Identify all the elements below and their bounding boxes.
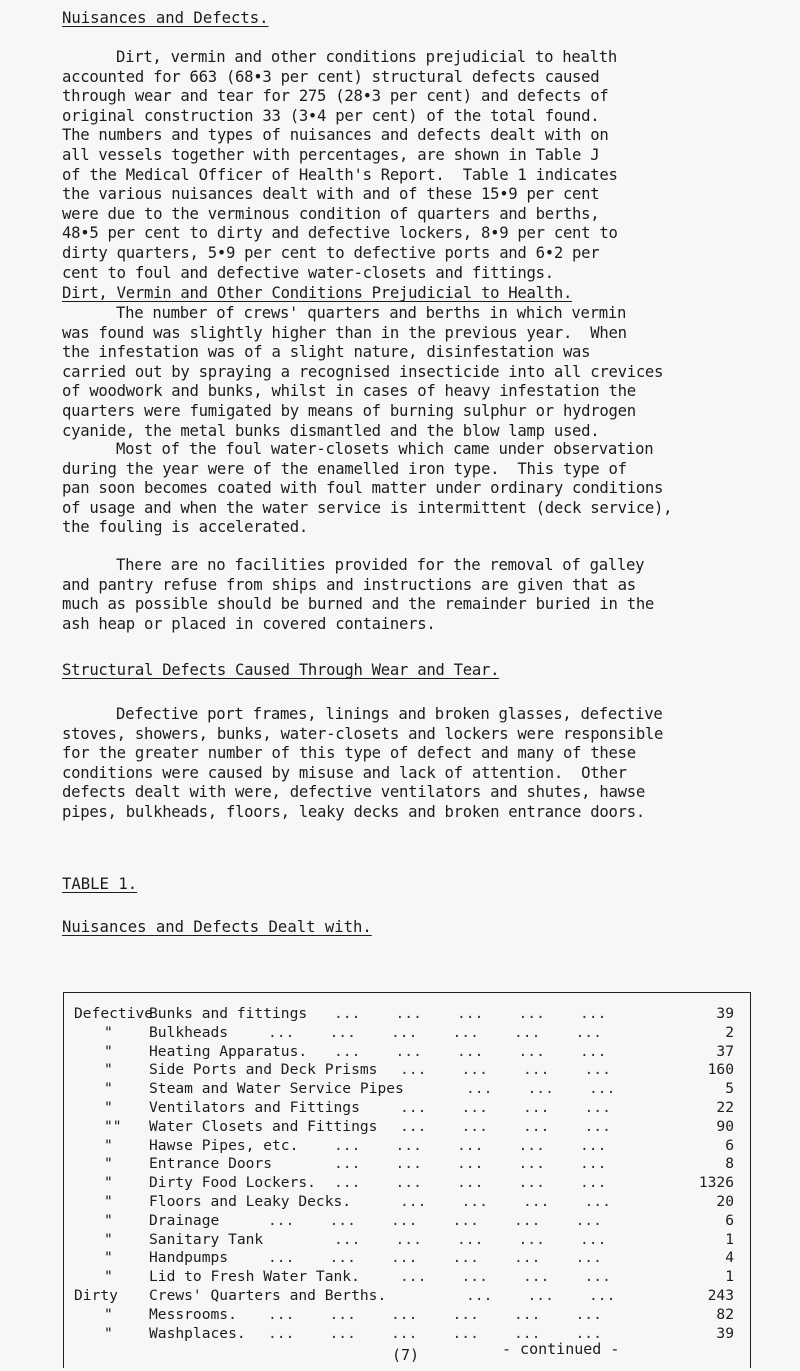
text-line: dirty quarters, 5•9 per cent to defective ports and 6•2 per (62, 243, 600, 262)
text-line: stoves, showers, bunks, water-closets and lockers were responsible (62, 724, 664, 743)
text-line: the fouling is accelerated. (62, 518, 308, 537)
row-value: 6 (725, 1211, 734, 1229)
row-value: 1326 (698, 1174, 734, 1192)
leader-dots: ... ... ... ... ... (334, 1042, 642, 1060)
row-lead: " (104, 1099, 113, 1116)
text-line: during the year were of the enamelled iron type. This type of (62, 459, 627, 478)
row-value: 39 (716, 1005, 734, 1022)
table-row (64, 1154, 734, 1174)
row-value: 1 (725, 1268, 734, 1286)
row-label: Ventilators and Fittings (149, 1099, 360, 1116)
row-value: 90 (716, 1117, 734, 1135)
leader-dots: ... ... ... ... (400, 1061, 647, 1079)
text-line: Defective port frames, linings and broken glasses, defective (116, 705, 663, 723)
text-line: carried out by spraying a recognised insecticide into all crevices (62, 362, 664, 381)
row-label: Steam and Water Service Pipes (149, 1080, 404, 1098)
text-line: of the Medical Officer of Health's Report. Table 1 indicates (62, 165, 618, 184)
row-value: 1 (725, 1230, 734, 1248)
row-label: Entrance Doors (149, 1155, 273, 1173)
row-value: 37 (716, 1042, 734, 1060)
leader-dots: ... ... ... ... ... (334, 1230, 642, 1248)
row-value: 82 (716, 1305, 734, 1323)
leader-dots: ... ... ... ... ... ... (268, 1023, 638, 1041)
row-label: Sanitary Tank (149, 1230, 264, 1248)
row-label: Side Ports and Deck Prisms (149, 1061, 378, 1079)
text-line: Most of the foul water-closets which came under observation (116, 440, 654, 458)
leader-dots: ... ... ... ... ... (334, 1155, 642, 1173)
text-line: pipes, bulkheads, floors, leaky decks and broken entrance doors. (62, 802, 645, 821)
row-label: Handpumps (149, 1249, 229, 1267)
text-line: 48•5 per cent to dirty and defective lockers, 8•9 per cent to (62, 224, 618, 243)
row-label: Hawse Pipes, etc. (149, 1136, 299, 1154)
row-lead: " (104, 1230, 113, 1248)
row-value: 4 (725, 1249, 734, 1267)
row-value: 160 (707, 1061, 734, 1079)
page-number: (7) (392, 1346, 420, 1364)
table-row (64, 1117, 734, 1137)
table-row (64, 1286, 734, 1306)
table-row (64, 1098, 734, 1118)
leader-dots: ... ... ... ... ... (334, 1174, 642, 1192)
row-label: Drainage (149, 1211, 220, 1229)
table-row (64, 1004, 734, 1024)
row-lead: " (104, 1136, 113, 1154)
table-label: TABLE 1. (62, 875, 138, 893)
leader-dots: ... ... ... ... (400, 1117, 647, 1135)
table-row (64, 1324, 734, 1344)
row-value: 22 (716, 1099, 734, 1116)
text-line: cent to foul and defective water-closets and fittings. (62, 263, 554, 282)
row-lead: " (104, 1042, 113, 1060)
text-line: ash heap or placed in covered containers. (62, 614, 436, 633)
text-line: defects dealt with were, defective ventilators and shutes, hawse (62, 783, 645, 802)
table-row (64, 1173, 734, 1193)
structural-subheading: Structural Defects Caused Through Wear and Tear. (62, 661, 500, 679)
text-line: were due to the verminous condition of quarters and berths, (62, 204, 600, 223)
table-row (64, 1230, 734, 1250)
text-line: There are no facilities provided for the removal of galley (116, 556, 645, 574)
table-row (64, 1211, 734, 1231)
leader-dots: ... ... ... ... ... (334, 1136, 642, 1154)
row-lead: Defective (74, 1005, 154, 1022)
text-line: was found was slightly higher than in the previous year. When (62, 323, 627, 342)
row-value: 2 (725, 1023, 734, 1041)
table-row (64, 1305, 734, 1325)
row-lead: " (104, 1193, 113, 1210)
intro-paragraph (62, 48, 782, 283)
dirt-subheading: Dirt, Vermin and Other Conditions Prejudicial to Health. (62, 284, 573, 302)
row-lead: " (104, 1080, 113, 1098)
leader-dots: ... ... ... ... (400, 1193, 647, 1210)
row-value: 5 (725, 1080, 734, 1098)
table-frame (63, 992, 751, 1368)
text-line: of woodwork and bunks, whilst in cases of heavy infestation the (62, 382, 636, 401)
galley-paragraph (62, 556, 782, 634)
leader-dots: ... ... ... ... ... ... (268, 1211, 638, 1229)
text-line: and pantry refuse from ships and instructions are given that as (62, 575, 636, 594)
row-label: Bunks and fittings (149, 1005, 308, 1022)
row-label: Washplaces. (149, 1324, 246, 1342)
row-label: Bulkheads (149, 1023, 229, 1041)
text-line: The number of crews' quarters and berths in which vermin (116, 304, 627, 322)
structural-section (62, 661, 782, 681)
row-lead: " (104, 1268, 113, 1286)
row-value: 6 (725, 1136, 734, 1154)
text-line: all vessels together with percentages, are shown in Table J (62, 145, 600, 164)
row-label: Heating Apparatus. (149, 1042, 308, 1060)
text-line: cyanide, the metal bunks dismantled and the blow lamp used. (62, 421, 600, 440)
row-value: 20 (716, 1193, 734, 1210)
text-line: through wear and tear for 275 (28•3 per cent) and defects of (62, 87, 609, 106)
row-lead: " (104, 1305, 113, 1323)
leader-dots: ... ... ... (466, 1080, 651, 1098)
dirt-section (62, 284, 782, 304)
text-line: of usage and when the water service is intermittent (deck service), (62, 498, 673, 517)
leader-dots: ... ... ... ... ... ... (268, 1249, 638, 1267)
table-row (64, 1060, 734, 1080)
row-label: Messrooms. (149, 1305, 237, 1323)
text-line: original construction 33 (3•4 per cent) of the total found. (62, 106, 600, 125)
leader-dots: ... ... ... ... ... (334, 1005, 642, 1022)
row-lead: Dirty (74, 1287, 118, 1304)
continued-note: - continued - (502, 1340, 620, 1358)
table-row (64, 1267, 734, 1287)
text-line: accounted for 663 (68•3 per cent) structural defects caused (62, 67, 600, 86)
leader-dots: ... ... ... (466, 1287, 651, 1304)
leader-dots: ... ... ... ... (400, 1268, 647, 1286)
row-label: Dirty Food Lockers. (149, 1174, 316, 1192)
text-line: conditions were caused by misuse and lack of attention. Other (62, 763, 627, 782)
row-lead: " (104, 1023, 113, 1041)
row-value: 39 (716, 1324, 734, 1342)
table-row (64, 1079, 734, 1099)
text-line: the various nuisances dealt with and of these 15•9 per cent (62, 185, 600, 204)
text-line: the infestation was of a slight nature, disinfestation was (62, 343, 591, 362)
text-line: quarters were fumigated by means of burning sulphur or hydrogen (62, 401, 636, 420)
row-lead: " (104, 1324, 113, 1342)
row-lead: " (104, 1249, 113, 1267)
leader-dots: ... ... ... ... ... ... (268, 1305, 638, 1323)
row-label: Crews' Quarters and Berths. (149, 1287, 387, 1304)
row-lead: " (104, 1061, 113, 1079)
row-lead: " (104, 1174, 113, 1192)
row-value: 8 (725, 1155, 734, 1173)
text-line: The numbers and types of nuisances and defects dealt with on (62, 126, 609, 145)
table-title: Nuisances and Defects Dealt with. (62, 918, 372, 936)
text-line: pan soon becomes coated with foul matter under ordinary conditions (62, 479, 664, 498)
table-row (64, 1248, 734, 1268)
text-line: for the greater number of this type of defect and many of these (62, 744, 636, 763)
structural-paragraph (62, 705, 782, 823)
row-label: Floors and Leaky Decks. (149, 1193, 352, 1210)
row-lead: "" (104, 1117, 122, 1135)
row-value: 243 (707, 1287, 734, 1304)
table-row (64, 1023, 734, 1043)
leader-dots: ... ... ... ... ... ... (268, 1324, 638, 1342)
leader-dots: ... ... ... ... (400, 1099, 647, 1116)
section-title: Nuisances and Defects. (62, 9, 269, 27)
row-label: Lid to Fresh Water Tank. (149, 1268, 360, 1286)
row-label: Water Closets and Fittings (149, 1117, 378, 1135)
dirt-paragraph (62, 304, 782, 441)
text-line: much as possible should be burned and the remainder buried in the (62, 595, 655, 614)
row-lead: " (104, 1155, 113, 1173)
text-line: Dirt, vermin and other conditions prejudicial to health (116, 48, 617, 66)
table-row (64, 1192, 734, 1212)
table-row (64, 1136, 734, 1156)
row-lead: " (104, 1211, 113, 1229)
table-row (64, 1042, 734, 1062)
wc-paragraph (62, 440, 782, 538)
